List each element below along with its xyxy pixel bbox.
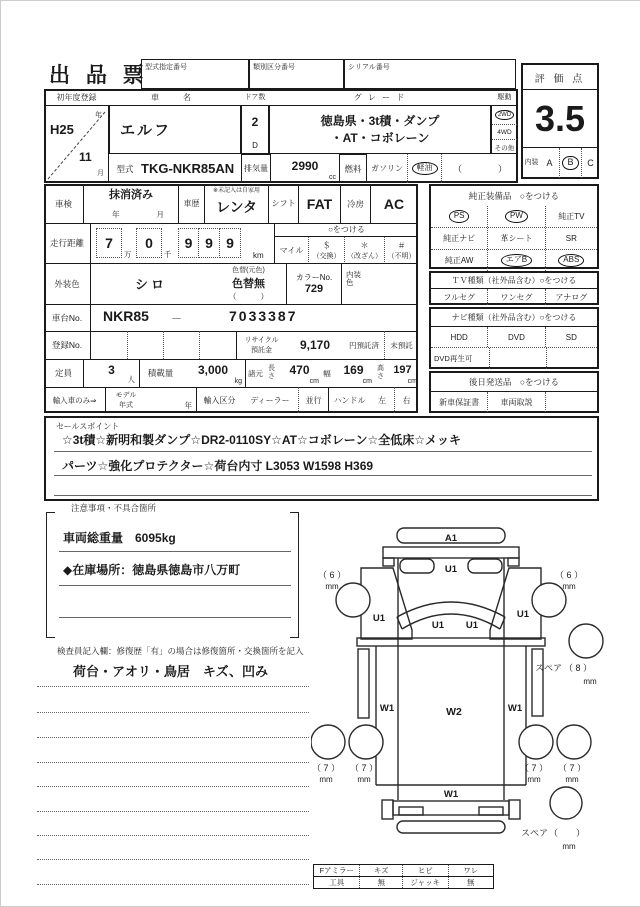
recycle-value: 9,170 <box>299 338 331 352</box>
tv-analog: アナログ <box>545 289 597 305</box>
handle-left: 左 <box>378 395 386 405</box>
field-type-designation-no <box>141 59 249 89</box>
interior-grade-b-circle: B <box>562 156 578 170</box>
shaken-cell <box>84 184 179 223</box>
cab-front-panel <box>383 547 519 558</box>
drive-cell <box>491 105 518 154</box>
capacity-cell <box>84 359 139 387</box>
mileage-opt-unknown: ＃ （不明） <box>384 237 418 264</box>
rear-tread-3: （ 7 ） <box>519 763 549 773</box>
jack-label: ジャッキ <box>402 877 448 888</box>
inspector-line <box>37 884 309 885</box>
side-guard-left <box>358 649 369 718</box>
color-no-cell <box>286 263 341 304</box>
spare-tire-1 <box>569 624 603 658</box>
mileage-opt-tamper: ＊ （改ざん） <box>344 237 384 264</box>
svg-text:mm: mm <box>319 775 333 784</box>
first-reg-month-unit: 月 <box>97 170 104 177</box>
grade-cell <box>269 105 491 154</box>
first-reg-year-unit: 年 <box>95 112 102 119</box>
equip-leather-seat: 革シート <box>487 228 544 249</box>
drive-2wd-selected <box>492 106 517 124</box>
diagram-u1-door-right: U1 <box>516 609 530 620</box>
color-change-label: 色替(元色) <box>232 267 265 274</box>
rear-tire-right-inner <box>519 725 553 759</box>
model-code-value: TKG-NKR85AN <box>141 161 235 176</box>
svg-text:mm: mm <box>565 775 579 784</box>
import-only-label: 輸入車のみ⇒ <box>44 387 106 413</box>
diagram-u1-windshield-r: U1 <box>465 620 479 631</box>
rear-tire-left-outer <box>311 725 345 759</box>
ship-warranty-book: 新車保証書 <box>439 397 480 407</box>
equip-pw-selected: PW <box>487 206 544 227</box>
f-mirror-scratch: キズ <box>359 865 402 876</box>
navi-type-box <box>429 307 599 369</box>
history-cell <box>205 184 269 223</box>
ship-owners-manual: 車両取説 <box>487 392 544 412</box>
mileage-digit-4: 9 <box>199 228 220 258</box>
diagram-u1-windshield-l: U1 <box>431 620 445 631</box>
mileage-label: 走行距離 <box>44 223 91 263</box>
grade-label: グ レ ー ド <box>353 92 407 102</box>
spare1-tread: （ 8 ） <box>564 663 593 673</box>
color-change-cell <box>211 263 286 304</box>
displacement-unit: cc <box>329 174 336 181</box>
color-no-label: カラーNo. <box>295 273 333 282</box>
doors-value: 2 <box>251 115 259 129</box>
front-right-tread: （ 6 ） <box>554 570 584 580</box>
tools-label: 工具 <box>329 878 345 887</box>
navi-type-header: ナビ種類（社外品含む）○をつける <box>431 309 597 327</box>
displacement-value: 2990 <box>291 159 319 173</box>
shaken-month-unit: 月 <box>156 210 164 219</box>
first-reg-month: 11 <box>79 150 92 164</box>
doors-cell <box>241 105 269 154</box>
tv-fullseg: フルセグ <box>443 292 475 302</box>
f-mirror-label: Fアミラー <box>319 866 355 875</box>
mileage-digit-3: 9 <box>178 228 199 258</box>
handle-right: 右 <box>394 387 418 413</box>
dims-height-label: 高さ <box>377 365 384 380</box>
front-left-tread: （ 6 ） <box>317 570 347 580</box>
interior-color-cell <box>341 263 418 304</box>
shift-value: FAT <box>299 184 341 223</box>
dims-height-cell: 197 cm <box>393 364 417 385</box>
capacity-value: 3 <box>108 363 115 377</box>
f-mirror-crack: ヒビ <box>402 865 448 876</box>
mileage-sen-unit: 千 <box>164 250 172 259</box>
windshield-arc-top <box>397 602 505 617</box>
mileage-circle-header: ○をつける <box>275 223 418 237</box>
reg-no-label: 登録No. <box>44 331 91 359</box>
ac-label: 冷房 <box>341 184 371 223</box>
svg-text:mm: mm <box>562 842 576 851</box>
displacement-cell <box>271 154 339 183</box>
diagram-w1-bed-rear: W1 <box>443 789 459 800</box>
capacity-unit: 人 <box>127 375 135 384</box>
windshield-arc-bottom <box>402 614 500 629</box>
drive-4wd: 4WD <box>492 124 517 139</box>
fuel-paren: （ ） <box>441 154 518 183</box>
inspector-line <box>37 786 309 787</box>
import-parallel: 並行 <box>298 387 328 413</box>
notes-stock-location: ◆在庫場所：徳島県徳島市八万町 <box>63 563 241 577</box>
handle-label: ハンドル <box>328 387 370 413</box>
capacity-label: 定員 <box>44 359 84 387</box>
tailgate <box>393 801 509 815</box>
inspector-line <box>37 712 309 713</box>
inspector-line <box>37 835 309 836</box>
fuel-gasoline: ガソリン <box>371 164 403 173</box>
doors-label: ドア数 <box>244 94 266 101</box>
shaken-status: 抹消済み <box>109 189 153 201</box>
import-model-year-cell: 年 <box>184 401 192 410</box>
import-dealer: ディーラー <box>250 395 290 405</box>
sales-line2: パーツ☆強化プロテクター☆荷台内寸 L3053 W1598 H369 <box>62 459 374 473</box>
field-class-section-no <box>249 59 344 89</box>
chassis-serial: 7033387 <box>229 308 298 324</box>
equip-ps-selected: PS <box>431 206 487 227</box>
chassis-prefix: NKR85 <box>103 308 149 324</box>
cab-vent-left <box>400 559 434 573</box>
history-value: レンタ <box>215 199 258 215</box>
car-name-value: エルフ <box>120 122 172 139</box>
chassis-no-label: 車台No. <box>44 304 91 331</box>
drive-2wd-circle: 2WD <box>495 110 514 121</box>
mileage-digit-5: 9 <box>220 228 241 258</box>
rear-tire-right-outer <box>557 725 591 759</box>
rear-tread-1: （ 7 ） <box>311 763 341 773</box>
shaken-year-unit: 年 <box>112 210 120 219</box>
sales-points-label: セールスポイント <box>56 422 120 431</box>
dims-width-cell: 169 cm <box>343 363 372 385</box>
navi-sd: SD <box>545 327 597 347</box>
car-name-label: 車 名 <box>151 92 199 102</box>
mileage-opt-mile: マイル <box>279 246 304 255</box>
color-change-paren: （ ） <box>228 292 269 301</box>
mileage-digit-man: 7 <box>96 228 122 258</box>
import-model-year-label: モデル 年式 <box>115 392 137 409</box>
inspector-line <box>37 737 309 738</box>
interior-grade-c: C <box>581 148 599 178</box>
evaluation-score: 3.5 <box>534 98 586 139</box>
evaluation-box <box>521 63 599 179</box>
fuel-diesel-selected <box>407 154 441 183</box>
history-label: 車歴 <box>179 184 205 223</box>
form-title: 出 品 票 <box>49 64 149 87</box>
sales-line1: ☆3t積☆新明和製ダンプ☆DR2-0110SY☆AT☆コボレーン☆全低床☆メッキ <box>62 433 462 447</box>
notes-bracket-left <box>46 512 55 638</box>
notes-bracket-right <box>290 512 299 638</box>
equip-oem-navi: 純正ナビ <box>443 234 476 243</box>
interior-grade-label: 内装 <box>524 159 539 167</box>
spare2-label: スペア <box>520 828 548 838</box>
front-tire-right <box>532 583 566 617</box>
navi-dvd: DVD <box>487 327 544 347</box>
load-value: 3,000 <box>197 363 229 377</box>
equip-sr: SR <box>545 228 597 249</box>
shaken-label: 車検 <box>44 184 84 223</box>
spare-tire-2 <box>550 787 582 819</box>
grade-line1: 徳島県・3t積・ダンプ <box>320 113 440 128</box>
mirror-tools-table <box>313 864 494 889</box>
navi-hdd: HDD <box>450 332 468 342</box>
first-reg-cell <box>44 105 109 183</box>
dims-label: 諸元 <box>245 359 265 387</box>
evaluation-label: 評 価 点 <box>523 65 597 90</box>
navi-dvd-playable: DVD再生可 <box>434 354 473 363</box>
car-name-cell <box>109 105 241 154</box>
svg-text:mm: mm <box>325 582 339 591</box>
recycle-deposited: 円預託済 <box>349 340 379 350</box>
mileage-man-unit: 万 <box>124 250 132 259</box>
shift-label: シフト <box>269 184 299 223</box>
later-shipment-box <box>429 371 599 413</box>
doors-d: D <box>252 140 258 150</box>
diagram-u1-door-left: U1 <box>372 613 386 624</box>
inspector-label: 検査員記入欄：修復歴「有」の場合は修復箇所・交換箇所を記入 <box>57 646 304 656</box>
interior-grade-b-selected <box>559 148 581 178</box>
equip-abs-selected: ABS <box>545 250 597 271</box>
equip-oem-tv: 純正TV <box>545 206 597 227</box>
inspector-line <box>37 811 309 812</box>
history-note: ※未記入は自家用 <box>212 187 261 194</box>
recycle-not-deposited: 未預託 <box>384 331 418 359</box>
fuel-diesel-circle: 軽油 <box>412 162 438 175</box>
color-no-value: 729 <box>304 283 324 295</box>
import-class-label: 輸入区分 <box>196 387 242 413</box>
diagram-w1-bed-left: W1 <box>379 703 395 714</box>
later-shipment-header: 後日発送品 ○をつける <box>431 373 597 392</box>
dims-length-cell: 470 cm <box>289 363 319 385</box>
oem-equipment-header: 純正装備品 ○をつける <box>468 191 560 201</box>
displacement-label: 排気量 <box>241 154 271 183</box>
recycle-label: リサイクル 預託金 <box>236 331 286 359</box>
load-label: 積載量 <box>139 359 181 387</box>
cab-vent-right <box>468 559 502 573</box>
fuel-label: 燃料 <box>339 154 367 183</box>
diagram-w1-bed-right: W1 <box>507 703 523 714</box>
ext-color-label: 外装色 <box>44 263 91 304</box>
front-tire-left <box>336 583 370 617</box>
interior-grade-row <box>523 147 597 177</box>
diagram-a1-label: A1 <box>444 533 458 544</box>
mileage-flags <box>274 223 418 263</box>
model-code-label: 型式 <box>116 163 134 174</box>
jack-none: 無 <box>448 877 494 888</box>
rear-tire-left-inner <box>349 725 383 759</box>
load-unit: kg <box>234 378 242 385</box>
side-guard-right <box>532 649 543 716</box>
field-serial-no <box>344 59 516 89</box>
tv-oneseg: ワンセグ <box>487 289 544 305</box>
interior-color-label: 内装色 <box>346 270 361 288</box>
vehicle-diagram <box>311 506 640 864</box>
color-change-value: 色替無 <box>232 278 265 290</box>
tv-type-box <box>429 271 599 305</box>
inspector-line <box>37 859 309 860</box>
grade-line2: ・AT・コボレーン <box>330 130 430 145</box>
class-section-label: 類別区分番号 <box>253 64 295 71</box>
mileage-km-unit: km <box>253 251 264 260</box>
svg-text:mm: mm <box>562 582 576 591</box>
notes-label: 注意事項・不具合箇所 <box>71 503 157 513</box>
spare2-tread: （ ） <box>549 828 586 838</box>
inspector-line <box>37 762 309 763</box>
tv-type-header: ＴＶ種類（社外品含む）○をつける <box>431 273 597 289</box>
dims-length-label: 長さ <box>268 365 275 380</box>
drive-other: その他 <box>492 139 517 155</box>
svg-text:mm: mm <box>357 775 371 784</box>
equip-airbag-selected: エアB <box>487 250 544 271</box>
svg-text:mm: mm <box>583 677 597 686</box>
inspector-entry: 荷台・アオリ・鳥居 キズ、凹み <box>73 664 269 679</box>
type-designation-label: 型式指定番号 <box>145 64 187 71</box>
ac-value: AC <box>383 195 405 212</box>
first-reg-year: H25 <box>50 122 74 137</box>
mileage-digit-sen: 0 <box>136 228 162 258</box>
mileage-opt-exchange: ＄ （交換） <box>308 237 344 264</box>
first-reg-label: 初年度登録 <box>56 92 97 102</box>
rear-bumper <box>397 821 505 833</box>
spare1-label: スペア <box>534 663 562 673</box>
sales-points-box <box>44 416 599 501</box>
rear-tread-2: （ 7 ） <box>349 763 379 773</box>
rear-tread-4: （ 7 ） <box>557 763 587 773</box>
inspector-line <box>37 686 309 687</box>
diagram-w2-bed-center: W2 <box>446 706 462 718</box>
diagram-u1-cabtop: U1 <box>444 564 458 575</box>
tools-none: 無 <box>359 877 402 888</box>
f-mirror-break: ワレ <box>448 865 494 876</box>
serial-label: シリアル番号 <box>348 64 390 71</box>
equip-oem-aw: 純正AW <box>444 256 474 265</box>
notes-gross-weight: 車両総重量 6095kg <box>63 531 176 545</box>
dims-width-label: 幅 <box>323 368 331 378</box>
oem-equipment-box <box>429 184 599 269</box>
drive-label: 駆動 <box>497 94 512 101</box>
interior-grade-a: A <box>546 158 553 168</box>
chassis-dash: － <box>171 313 182 325</box>
ext-color-value: シロ <box>134 277 167 292</box>
svg-text:mm: mm <box>527 775 541 784</box>
load-cell <box>181 359 245 387</box>
